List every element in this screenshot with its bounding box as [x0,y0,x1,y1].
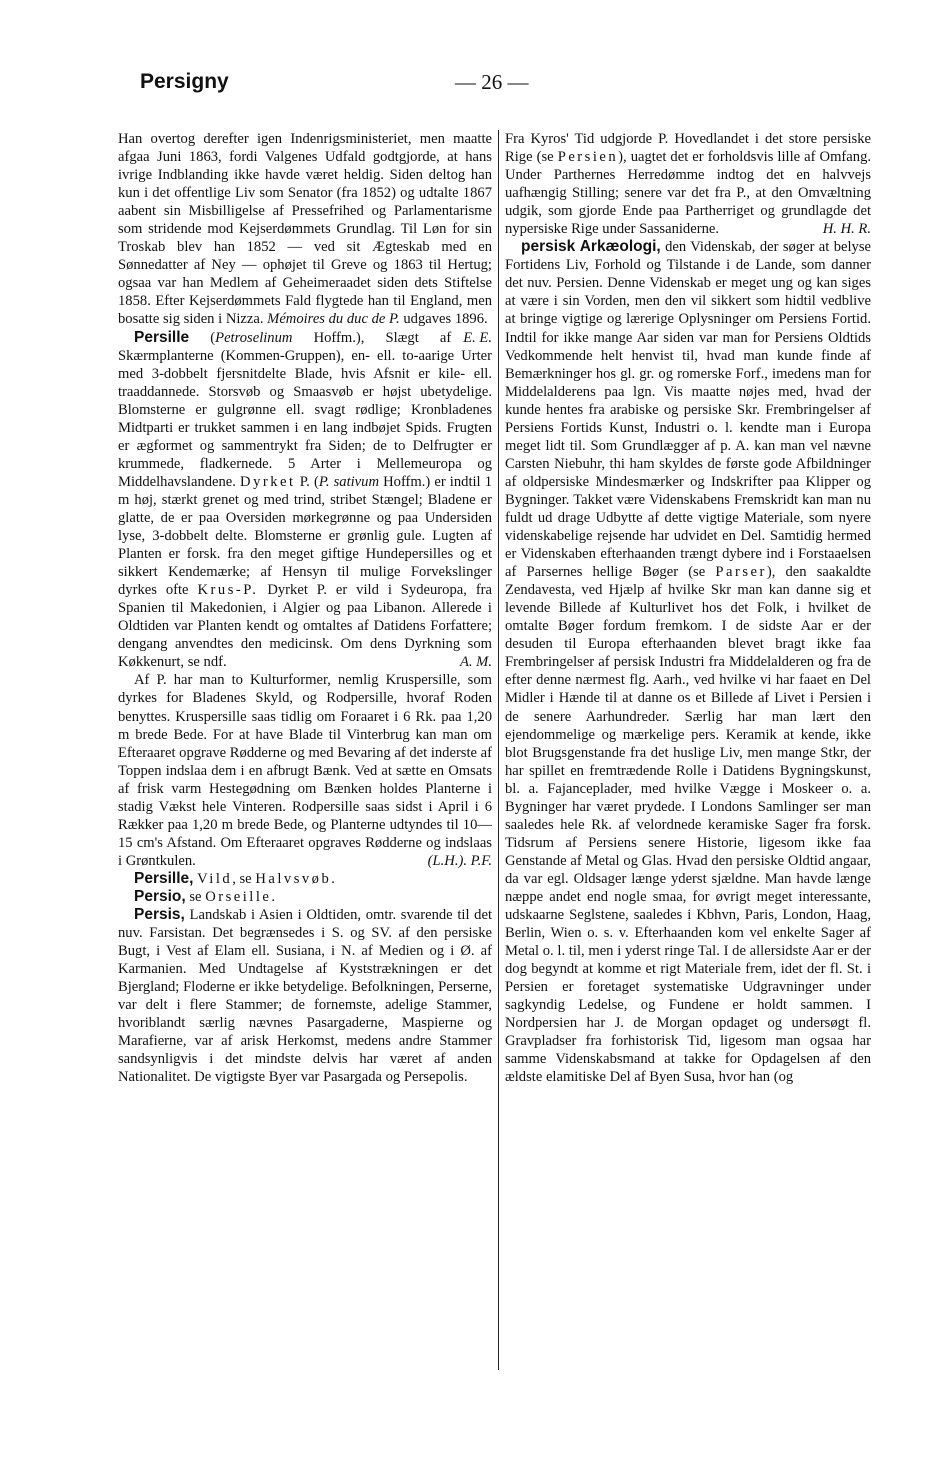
author-signature: E. E. [463,329,492,346]
author-signature: A. M. [459,654,492,671]
paragraph-kulturformer: Af P. har man to Kulturformer, nemlig Kruspersille, som dyrkes for Bladenes Skyld, og Rodpersille, hvoraf Roden benyttes. Kruspersille saas tidlig om Foraaret i 6 Rk. paa 1,20 m brede Bede. For at have Blade til Vinterbrug kan man om Efteraaret opgrave Rødderne og med Bevaring af det inderste af Toppen indslaa dem i en afbrugt Bænk. Ved at sætte en Omsats af frisk varm Hestegødning om Bænken holdes Planterne i stadig Vækst hele Vinteren. Rodpersille saas sidst i April i 6 Rækker paa 1,20 m brede Bede, og Planterne udtyndes til 10—15 cm's Afstand. Om Efteraaret opgraves Rødderne og indslaas i Grøntkulen. (L.H.). P.F. [118,672,492,869]
page-number: — 26 — [455,70,529,94]
column-divider [498,130,499,1370]
headword: persisk Arkæologi, [521,238,661,256]
paragraph-persigny-end: Han overtog derefter igen Indenrigsministeriet, men maatte afgaa Juni 1863, fordi Valgenes Udfald godtgjorde, at hans ivrige Indblanding ikke havde været heldig. Siden deltog han kun i det offentlige Liv som Senator (fra 1852) og udtalte 1867 aabent sin Misbilligelse af Pressefrihed og Parlamentarisme som stridende mod Kejserdømmets Grundlag. Til Løn for sin Troskab blev han 1852 — ved sit Ægteskab med en Sønnedatter af Ney — ophøjet til Greve og 1863 til Hertug; ogsaa var han Medlem af Geheimeraadet siden dets Stiftelse 1858. Efter Kejserdømmets Fald flygtede han til England, men bosatte sig siden i Nizza. Mémoires du duc de P. udgaves 1896. E. E. [118,131,492,346]
headword: Persio, [134,887,186,905]
entry-persille: Persille (Petroselinum Hoffm.), Slægt af Skærmplanterne (Kommen-Gruppen), en- ell. to-aarige Urter med 3-dobbelt fjersnitdelte Blade, hvis Afsnit er kile- ell. traaddannede. Storsvøb og Smaasvøb er højst ubetydelige. Blomsterne er gulgrønne ell. svagt rødlige; Kronbladenes Midtparti er trukket sammen i en lang indbøjet Spids. Frugten er ægformet og sammentrykt fra Siden; de to Delfrugter er krummede, fladkernede. 5 Arter i Mellemeuropa og Middelhavslandene. Dyrket P. (P. sativum Hoffm.) er indtil 1 m høj, stærkt grenet og med trind, stribet Stængel; Bladene er glatte, de er paa Oversiden mørkegrønne og paa Undersiden lyse, 3-dobbelt delte. Blomsterne er grønlig gule. Lugten af Planten er forsk. fra den meget giftige Hundepersilles og et sikkert Kendemærke; af Hensyn til mulige Forvekslinger dyrkes ofte Krus-P. Dyrket P. er vild i Sydeuropa, fra Spanien til Makedonien, i Algier og paa Libanon. Allerede i Oldtiden var Planten kendt og omtaltes af Datidens Forfattere; dengang anvendtes den medicinsk. Om dens Dyrkning som Køkkenurt, se ndf. A. M. [118,328,492,671]
paragraph-persis-end: Fra Kyros' Tid udgjorde P. Hovedlandet i det store persiske Rige (se Persien), uagtet det er forholdsvis lille af Omfang. Under Parthernes Herredømme indtog det en halvvejs uafhængig Stilling; senere var det fra P., at den Omvæltning udgik, som gjorde Ende paa Partherriget og grundlagde det nypersiske Rige under Sassaniderne. H. H. R. [505,131,871,238]
right-column [505,130,871,1375]
headword: Persille [134,328,190,346]
author-signature: (L.H.). P.F. [427,852,492,869]
headword: Persille, [134,869,194,887]
header-word: Persigny [140,70,229,93]
headword: Persis, [134,906,185,924]
page-header [0,0,928,110]
left-column [118,130,492,1375]
book-title: Mémoires du duc de P. [267,311,400,328]
entry-persisk-arkaeologi: persisk Arkæologi, den Videnskab, der søger at belyse Fortidens Liv, Forhold og Tilstande i de Lande, som danner det nuv. Persien. Denne Videnskab er meget ung og kan siges at være i sin Vorden, men den vil sikkert som hidtil vedblive at bringe vigtige og lærerige Oplysninger om Persiens Fortid. Indtil for ikke mange Aar siden var man for Persiens Oldtids Vedkommende helt henvist til, hvad man kunde finde af Bemærkninger hos gl. gr. og romerske Forf., imedens man for Middelalderens paa lgn. Vis maatte nøjes med, hvad der kunde hentes fra arabiske og persiske Skr. Frembringelser af Persiens Fortids Kunst, Industri o. l. kendte man i Europa meget lidt til. Som Grundlægger af p. A. kan man vel nævne Carsten Niebuhr, thi ham skyldes de første gode Afbildninger af oldpersiske Mindesmærker og Indskrifter paa Klipper og Bygninger. Takket være Videnskabens Fremskridt kan man nu fuldt ud drage Udbytte af dette vigtige Materiale, som nyere videnskabelige rejsende har udvidet en Del. Samtidig hermed er Videnskaben efterhaanden trængt dybere ind i Forstaaelsen af Parsernes hellige Bøger (se Parser), den saakaldte Zendavesta, ved Hjælp af hvilke Skr man kan danne sig et levende Billede af Kulturlivet hos det Folk, i hvilket de omtalte Bøger fordum fremkom. I de sidste Aar er der desuden til Europa efterhaanden blevet bragt ikke faa Frembringelser af persisk Industri fra Middelalderen og fra de efter denne nærmest flg. Aarh., ved hvilke vi har faaet en Del Midler i Hænde til at danne os et Billede af Livet i Persien i de senere Aarhundreder. Særlig har man lært den ejendommelige og mærkelige pers. Keramik at kende, ikke blot Brugsgenstande fra det huslige Liv, men mange Stkr, der har spillet en fremtrædende Rolle i Datidens Bygningskunst, bl. a. Fajanceplader, med hvilke Vægge i Moskeer o. a. Bygninger har været prydede. I Londons Samlinger ser man saaledes hele Rk. af velordnede keramiske Sager fra forsk. Tidsrum af Persiens senere Historie, ligesom ikke faa Genstande af Metal og Glas. Hvad den persiske Oldtid angaar, da var egl. Oldsager længe yderst sjældne. Man havde længe næppe andet end nogle smaa, for øvrigt meget interessante, udskaarne Seglstene, saaledes i Kbhvn, Paris, London, Haag, Berlin, Wien o. s. v. Efterhaanden kom vel enkelte Sager af Metal o. l. til, men i yderst ringe Tal. I de allersidste Aar er der dog begyndt at komme et rigt Materiale frem, idet der fl. St. i Persien er foretaget systematiske Udgravninger under sagkyndig Ledelse, og Fundene er holdt sammen. I Nordpersien har J. de Morgan opdaget og undersøgt fl. Gravpladser fra forhistorisk Tid, ligesom man ogsaa har samme Videnskabsmand at takke for Opdagelsen af den ældste elamitiske Del af Byen Susa, hvor han (og [505,238,871,1086]
author-signature: H. H. R. [822,221,871,238]
entry-persille-vild: Persille, Vild, se Halvsvøb. [134,869,335,887]
entry-persis: Persis, Landskab i Asien i Oldtiden, omtr. svarende til det nuv. Farsistan. Det begrænsedes i S. og SV. af den persiske Bugt, i Vest af Elam ell. Susiana, i N. af Medien og i Ø. af Karmanien. Med Undtagelse af Kyststrækningen er det Bjergland; Floderne er ikke betydelige. Befolkningen, Perserne, var delt i flere Stammer; de fornemste, adelige Stammer, hvoriblandt særlig nævnes Pasargaderne, Maspierne og Marafierne, var af arisk Herkomst, medens andre Stammer sandsynligvis i det mindste delvis har været af anden Nationalitet. De vigtigste Byer var Pasargada og Persepolis. [118,906,492,1086]
entry-persio: Persio, se Orseille. [134,887,276,905]
